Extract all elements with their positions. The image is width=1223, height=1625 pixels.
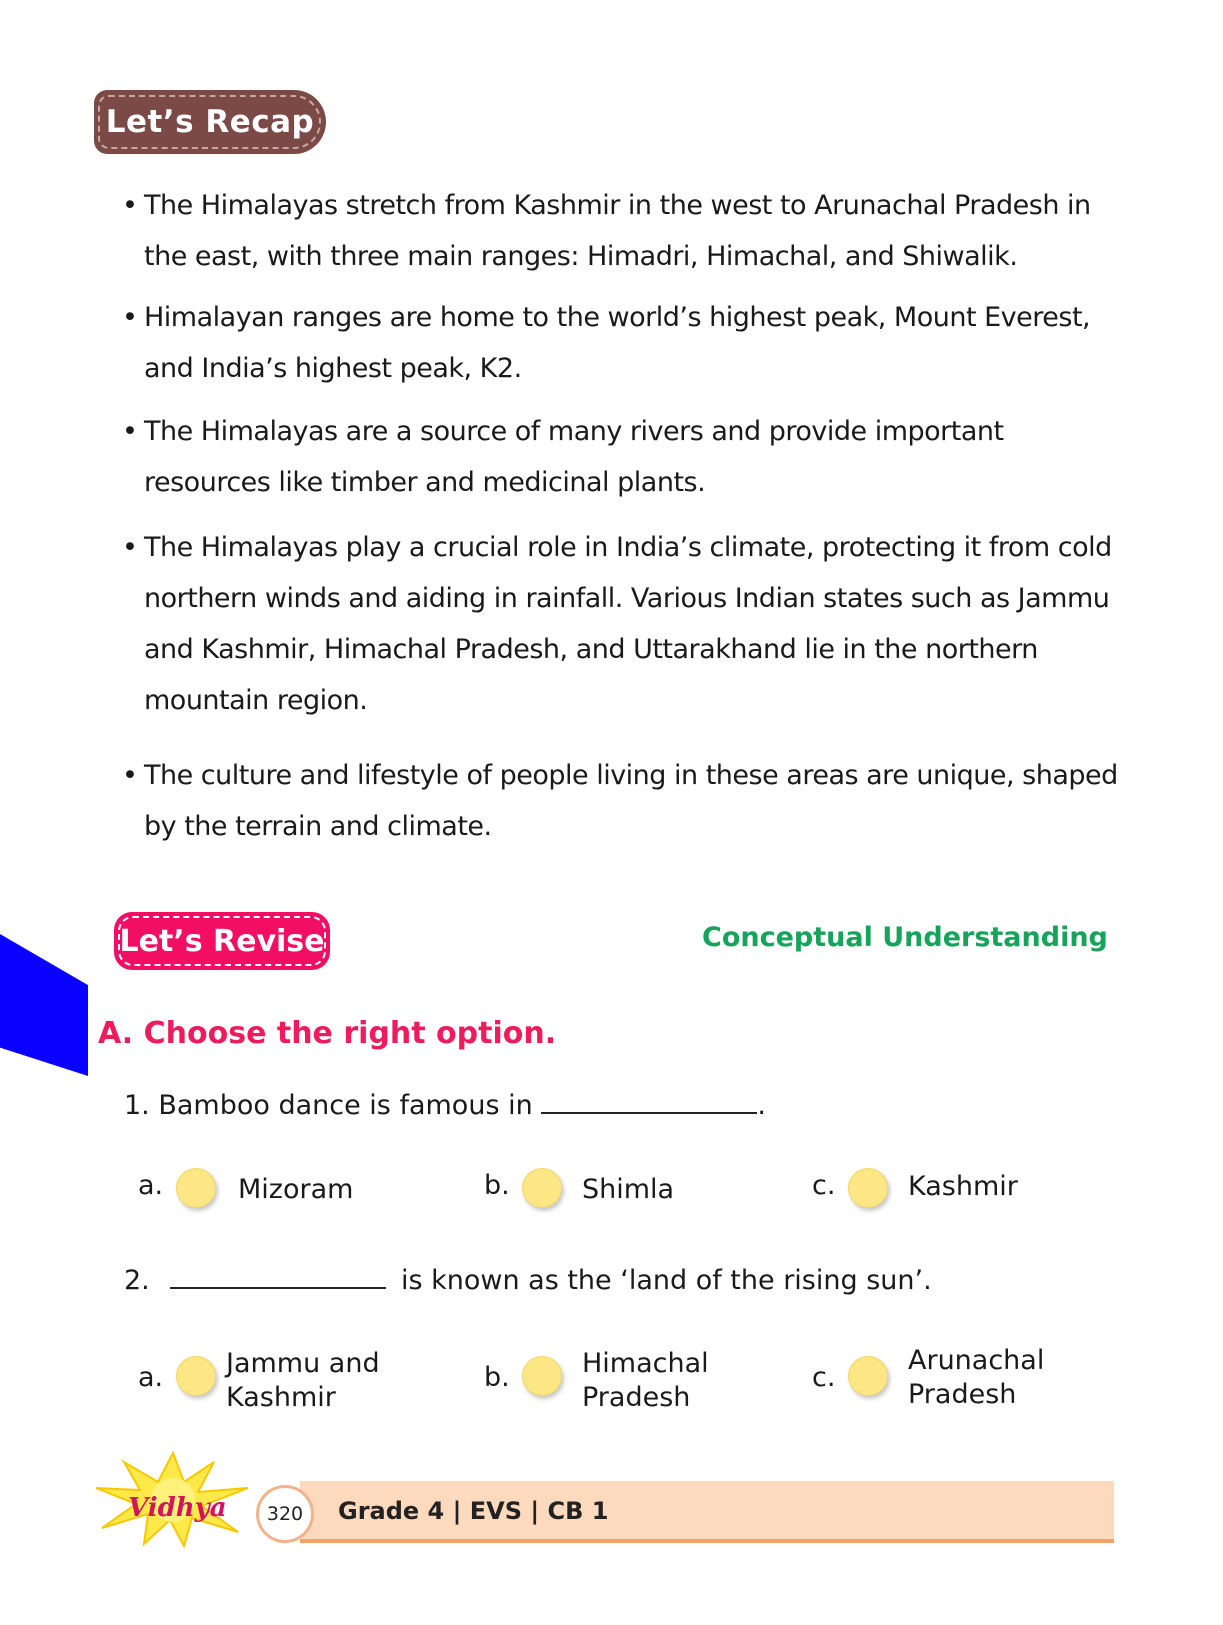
question-text: is known as the ‘land of the rising sun’. bbox=[400, 1265, 932, 1296]
answer-blank[interactable] bbox=[170, 1287, 386, 1289]
option-radio-q2-a[interactable] bbox=[176, 1356, 216, 1396]
option-letter: a. bbox=[138, 1170, 164, 1201]
revise-heading: Let’s Revise bbox=[119, 923, 325, 959]
option-text: Shimla bbox=[582, 1174, 675, 1205]
bullet: • bbox=[122, 190, 138, 221]
recap-heading-pill bbox=[94, 90, 326, 154]
revise-heading-pill bbox=[114, 912, 330, 970]
recap-item-text: The culture and lifestyle of people living in these areas are unique, shaped by the terrain and climate. bbox=[144, 760, 1118, 842]
question-1 bbox=[124, 1090, 766, 1121]
page-number: 320 bbox=[256, 1485, 314, 1543]
option-letter: c. bbox=[812, 1170, 836, 1201]
side-tab-decoration bbox=[0, 934, 88, 1076]
recap-item-3 bbox=[122, 406, 1122, 508]
question-2 bbox=[124, 1265, 932, 1296]
recap-item-text: Himalayan ranges are home to the world’s highest peak, Mount Everest, and India’s highest peak, K2. bbox=[144, 302, 1091, 384]
bullet: • bbox=[122, 760, 138, 791]
option-radio-q2-c[interactable] bbox=[848, 1356, 888, 1396]
recap-heading: Let’s Recap bbox=[105, 104, 315, 140]
option-radio-q1-a[interactable] bbox=[176, 1168, 216, 1208]
option-letter: b. bbox=[484, 1362, 510, 1393]
recap-item-text: The Himalayas play a crucial role in India’s climate, protecting it from cold northern winds and aiding in rainfall. Various Indian states such as Jammu and Kashmir, Himachal Pradesh, and Uttarakhand lie in the northern mountain region. bbox=[144, 532, 1112, 716]
bullet: • bbox=[122, 532, 138, 563]
recap-item-2 bbox=[122, 292, 1122, 394]
answer-blank[interactable] bbox=[541, 1112, 757, 1114]
option-radio-q2-b[interactable] bbox=[522, 1356, 562, 1396]
option-radio-q1-c[interactable] bbox=[848, 1168, 888, 1208]
bullet: • bbox=[122, 416, 138, 447]
footer-label: Grade 4 | EVS | CB 1 bbox=[338, 1497, 609, 1525]
question-suffix: . bbox=[757, 1090, 766, 1121]
recap-item-text: The Himalayas are a source of many rivers and provide important resources like timber and medicinal plants. bbox=[144, 416, 1004, 498]
recap-item-4 bbox=[122, 522, 1122, 726]
recap-item-1 bbox=[122, 180, 1122, 282]
option-letter: b. bbox=[484, 1170, 510, 1201]
section-title: A. Choose the right option. bbox=[98, 1016, 557, 1051]
category-label: Conceptual Understanding bbox=[702, 922, 1108, 953]
option-text: Arunachal Pradesh bbox=[908, 1345, 1045, 1410]
option-text: Jammu and Kashmir bbox=[226, 1348, 380, 1413]
option-text: Himachal Pradesh bbox=[582, 1348, 709, 1413]
option-text: Mizoram bbox=[238, 1174, 354, 1205]
option-text: Kashmir bbox=[908, 1171, 1018, 1202]
vidhya-logo bbox=[88, 1448, 258, 1548]
option-letter: c. bbox=[812, 1362, 836, 1393]
option-radio-q1-b[interactable] bbox=[522, 1168, 562, 1208]
option-letter: a. bbox=[138, 1362, 164, 1393]
question-text: 1. Bamboo dance is famous in bbox=[124, 1090, 533, 1121]
question-number: 2. bbox=[124, 1265, 150, 1296]
bullet: • bbox=[122, 302, 138, 333]
recap-item-5 bbox=[122, 750, 1122, 852]
recap-item-text: The Himalayas stretch from Kashmir in the west to Arunachal Pradesh in the east, with three main ranges: Himadri, Himachal, and Shiwalik. bbox=[144, 190, 1091, 272]
logo-text: Vidhya bbox=[128, 1493, 227, 1523]
